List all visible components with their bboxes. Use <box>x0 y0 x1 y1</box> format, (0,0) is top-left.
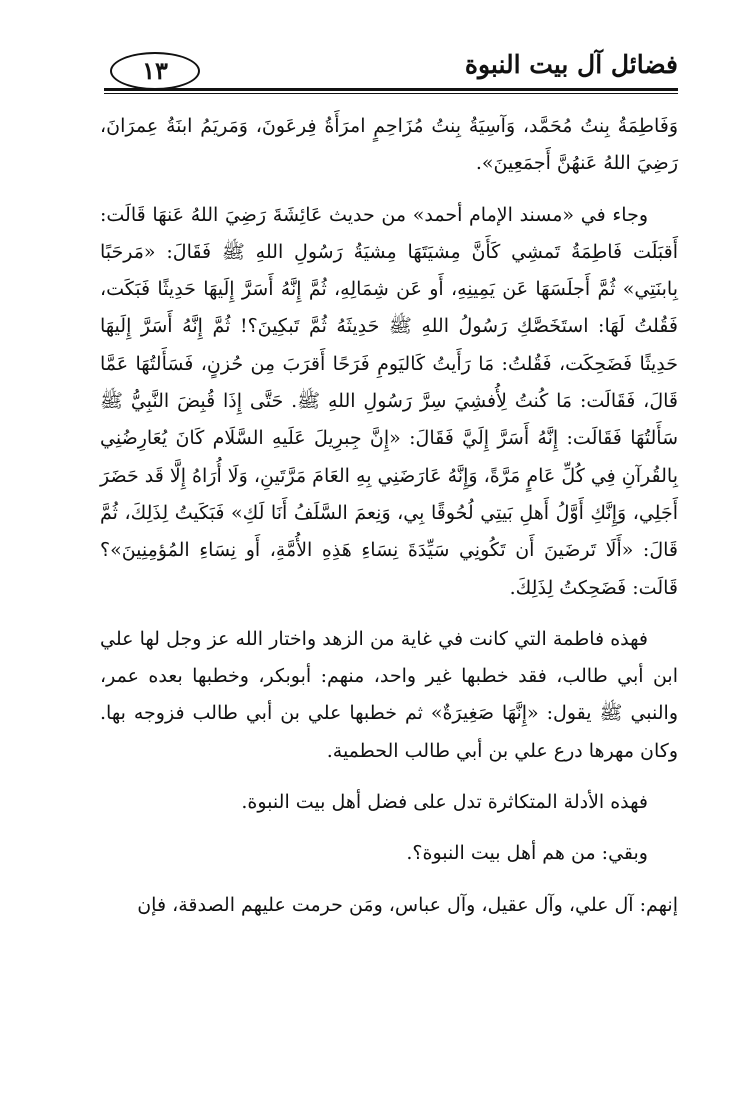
paragraph: فهذه الأدلة المتكاثرة تدل على فضل أهل بيت النبوة. <box>241 791 648 814</box>
paragraph: وَفَاطِمَةُ بِنتُ مُحَمَّد، وَآسِيَةُ بِنتُ مُزَاحِمٍ امرَأَةُ فِرعَونَ، وَمَريَمُ ابنَةُ عِمرَانَ، رَضِيَ اللهُ عَنهُنَّ أَجمَعِينَ». <box>100 115 678 175</box>
page-header <box>104 48 678 94</box>
running-title: فضائل آل بيت النبوة <box>464 50 678 79</box>
header-rule-thick <box>104 88 678 91</box>
page-body <box>100 108 678 924</box>
paragraph: إنهم: آل علي، وآل عقيل، وآل عباس، ومَن حرمت عليهم الصدقة، فإن <box>137 893 678 916</box>
page-number: ١٣ <box>142 56 168 85</box>
page-number-badge <box>110 52 200 90</box>
paragraph: وجاء في «مسند الإمام أحمد» من حديث عَائِشَةَ رَضِيَ اللهُ عَنهَا قَالَت: أَقبَلَت فَاطِمَةُ تَمشِي كَأَنَّ مِشيَتَهَا مِشيَةُ رَسُولِ اللهِ ﷺ فَقَالَ: «مَرحَبًا بِابنَتِي» ثُمَّ أَجلَسَهَا عَن يَمِينِهِ، أَو عَن شِمَالِهِ، ثُمَّ إِنَّهُ أَسَرَّ إِلَيهَا حَدِيثًا فَبَكَت، فَقُلتُ لَهَا: استَخَصَّكِ رَسُولُ اللهِ ﷺ حَدِيثَهُ ثُمَّ تَبكِينَ؟! ثُمَّ إِنَّهُ أَسَرَّ إِلَيهَا حَدِيثًا فَضَحِكَت، فَقُلتُ: مَا رَأَيتُ كَاليَومِ فَرَحًا أَقرَبَ مِن حُزنٍ، فَسَأَلتُهَا عَمَّا قَالَ، فَقَالَت: مَا كُنتُ لِأُفشِيَ سِرَّ رَسُولِ اللهِ ﷺ. حَتَّى إِذَا قُبِضَ النَّبِيُّ ﷺ سَأَلتُهَا فَقَالَت: إِنَّهُ أَسَرَّ إِلَيَّ فَقَالَ: «إِنَّ جِبرِيلَ عَلَيهِ السَّلَام كَانَ يُعَارِضُنِي بِالقُرآنِ فِي كُلِّ عَامٍ مَرَّةً، وَإِنَّهُ عَارَضَنِي بِهِ العَامَ مَرَّتَينِ، وَلَا أُرَاهُ إِلَّا قَد حَضَرَ أَجَلِي، وَإِنَّكِ أَوَّلُ أَهلِ بَيتِي لُحُوقًا بِي، وَنِعمَ السَّلَفُ أَنَا لَكِ» فَبَكَيتُ لِذَلِكَ، ثُمَّ قَالَ: «أَلَا تَرضَينَ أَن تَكُونِي سَيِّدَةَ نِسَاءِ هَذِهِ الأُمَّةِ، أَو نِسَاءِ المُؤمِنِينَ»؟ قَالَت: فَضَحِكتُ لِذَلِكَ. <box>100 203 678 599</box>
header-rule-thin <box>104 93 678 94</box>
paragraph: فهذه فاطمة التي كانت في غاية من الزهد واختار الله عز وجل لها علي ابن أبي طالب، فقد خطبها غير واحد، منهم: أبوبكر، وخطبها بعده عمر، والنبي ﷺ يقول: «إِنَّهَا صَغِيرَةٌ» ثم خطبها علي بن أبي طالب فزوجه بها. وكان مهرها درع علي بن أبي طالب الحطمية. <box>100 627 678 762</box>
paragraph: وبقي: من هم أهل بيت النبوة؟. <box>406 842 648 865</box>
